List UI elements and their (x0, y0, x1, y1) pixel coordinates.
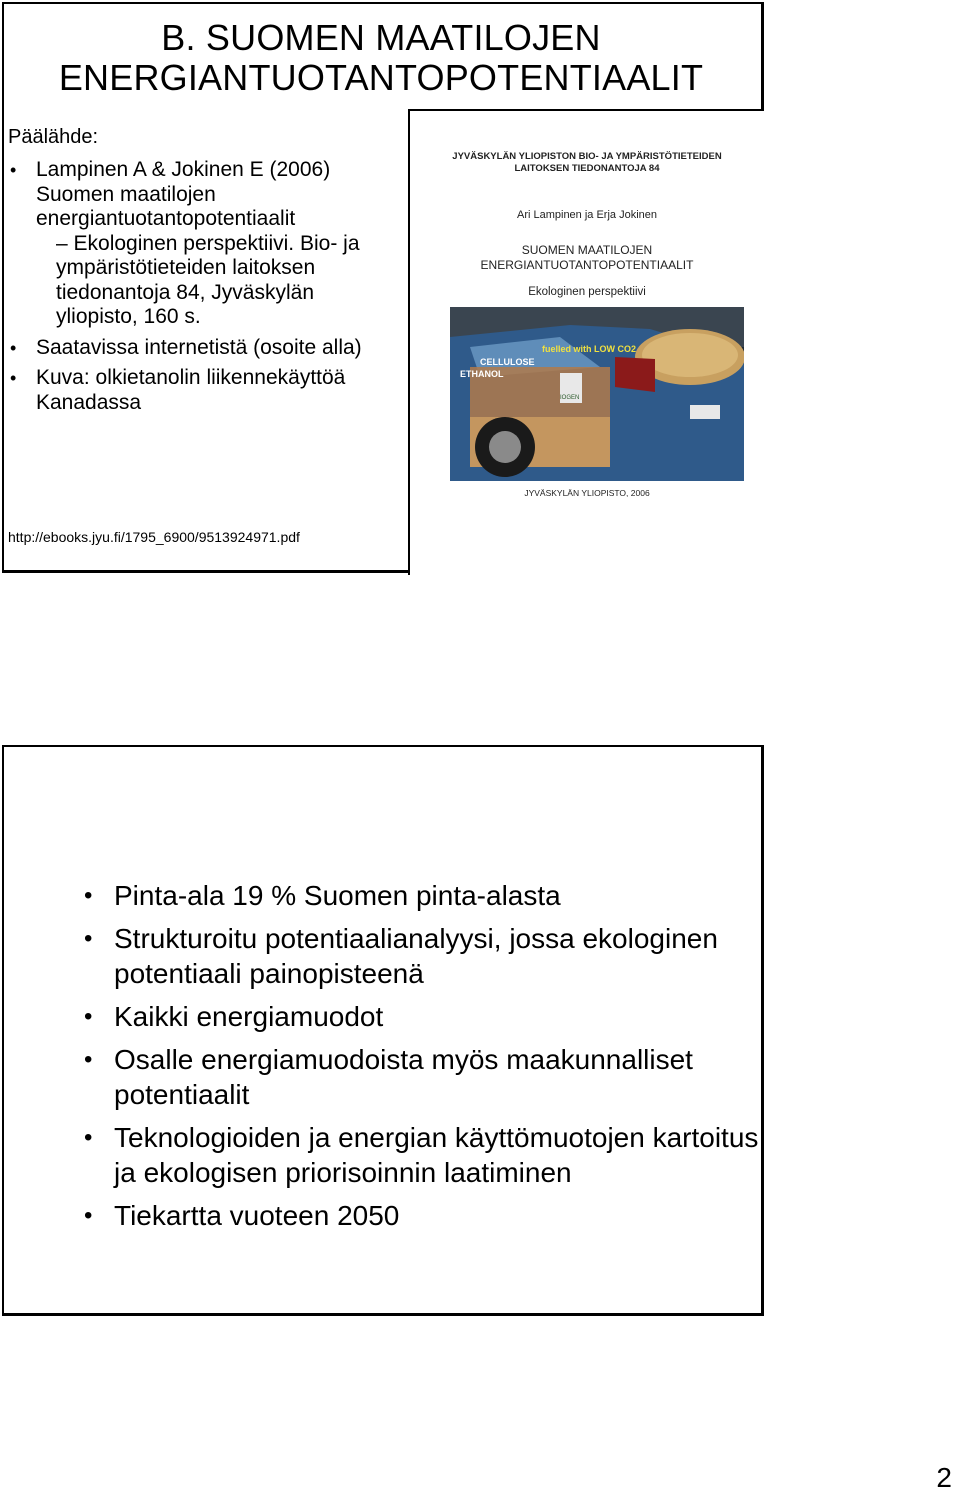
cover-subtitle: Ekologinen perspektiivi (528, 286, 646, 298)
cover-authors: Ari Lampinen ja Erja Jokinen (516, 209, 658, 221)
cover-title (410, 243, 764, 273)
source-item (0, 336, 380, 361)
bullet-icon: • (10, 160, 17, 180)
list-item (80, 878, 760, 913)
car-photo (450, 307, 744, 481)
bullet-icon: • (84, 925, 93, 952)
book-cover-image (408, 109, 764, 575)
source-item (0, 158, 380, 330)
source-item-subtext: – Ekologinen perspektiivi. Bio- ja ympäristötieteiden laitoksen tiedonantoja 84, Jyväskylän yliopisto, 160 s. (56, 231, 360, 328)
source-list (0, 158, 380, 421)
car-photo-svg (450, 307, 744, 481)
list-item-text: Strukturoitu potentiaalianalyysi, jossa ekologinen potentiaali painopisteenä (114, 923, 718, 989)
source-url: http://ebooks.jyu.fi/1795_6900/9513924971.pdf (8, 529, 300, 545)
bullet-icon: • (84, 882, 93, 909)
bullet-icon: • (84, 1046, 93, 1073)
source-item-text: Saatavissa internetistä (osoite alla) (36, 335, 362, 359)
title-line-2: ENERGIANTUOTANTOPOTENTIAALIT (58, 57, 704, 98)
cover-title-line-1: SUOMEN MAATILOJEN (521, 243, 653, 257)
cover-footer: JYVÄSKYLÄN YLIOPISTO, 2006 (524, 488, 650, 498)
list-item (80, 1198, 760, 1233)
bullet-icon: • (84, 1202, 93, 1229)
list-item-text: Teknologioiden ja energian käyttömuotojen kartoitus ja ekologisen priorisoinnin laatiminen (114, 1122, 759, 1188)
list-item (80, 921, 760, 991)
cover-header (410, 151, 764, 175)
list-item (80, 999, 760, 1034)
slide-2-bullet-list (80, 878, 760, 1241)
bullet-icon: • (84, 1124, 93, 1151)
list-item (80, 1120, 760, 1190)
list-item-text: Kaikki energiamuodot (114, 1001, 384, 1032)
cover-header-line-2: LAITOKSEN TIEDONANTOJA 84 (514, 163, 660, 174)
source-item-text: Kuva: olkietanolin liikennekäyttöä Kanadassa (36, 366, 346, 414)
photo-text-iogen: IOGEN (560, 395, 580, 401)
list-item (80, 1042, 760, 1112)
list-item-text: Pinta-ala 19 % Suomen pinta-alasta (114, 880, 561, 911)
slide-1-title (0, 18, 762, 98)
bullet-icon: • (10, 337, 17, 358)
source-label: Päälähde: (8, 126, 99, 148)
bullet-icon: • (10, 368, 17, 388)
source-item (0, 366, 380, 415)
page-number: 2 (936, 1462, 952, 1493)
photo-text-cellulose: CELLULOSE (480, 357, 535, 367)
cover-title-line-2: ENERGIANTUOTANTOPOTENTIAALIT (480, 258, 694, 272)
list-item-text: Tiekartta vuoteen 2050 (114, 1200, 400, 1231)
bullet-icon: • (84, 1003, 93, 1030)
photo-text-low-co2: fuelled with LOW CO2 (542, 344, 636, 354)
title-line-1: B. SUOMEN MAATILOJEN (161, 17, 601, 58)
photo-text-ethanol: ETHANOL (460, 369, 504, 379)
cover-header-line-1: JYVÄSKYLÄN YLIOPISTON BIO- JA YMPÄRISTÖTIETEIDEN (452, 151, 722, 162)
list-item-text: Osalle energiamuodoista myös maakunnalliset potentiaalit (114, 1044, 693, 1110)
source-item-text: Lampinen A & Jokinen E (2006) Suomen maatilojen energiantuotantopotentiaalit (36, 158, 331, 230)
